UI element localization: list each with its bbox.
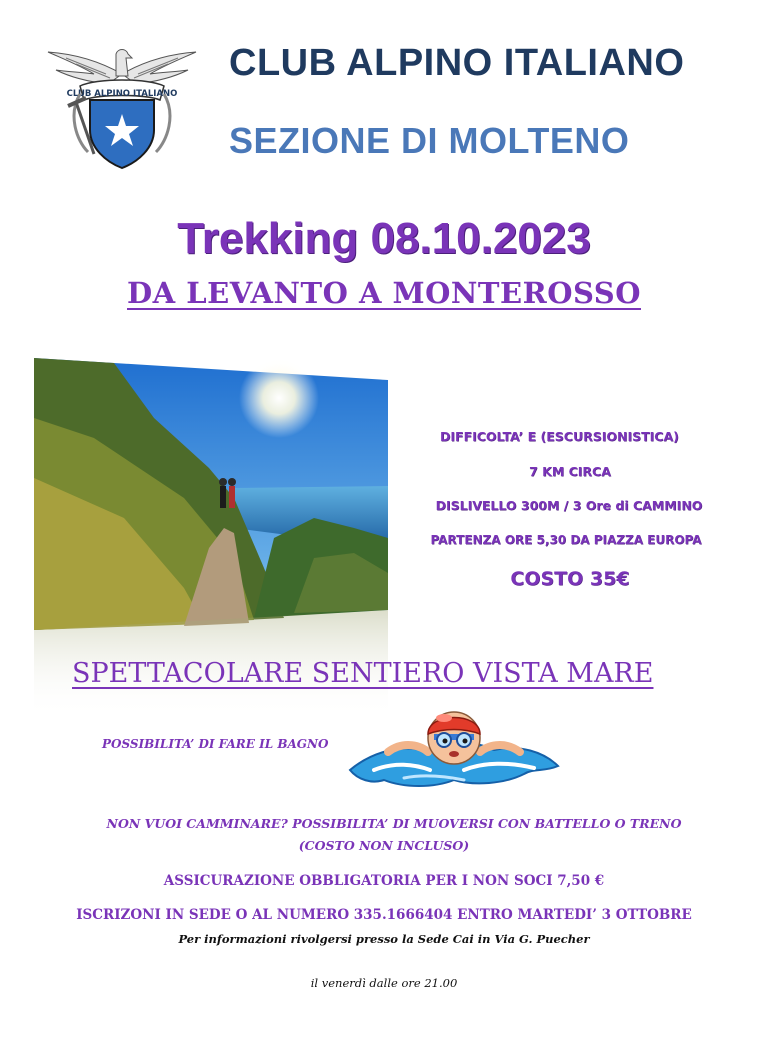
difficulty-text: DIFFICOLTA’ E (ESCURSIONISTICA) bbox=[440, 429, 679, 444]
hours-text: il venerdì dalle ore 21.00 bbox=[310, 976, 458, 990]
insurance-text: ASSICURAZIONE OBBLIGATORIA PER I NON SOCI 7,50 € bbox=[163, 873, 605, 889]
cost-text: COSTO 35€ bbox=[510, 568, 630, 590]
elevation-text: DISLIVELLO 300M / 3 Ore di CAMMINO bbox=[435, 498, 703, 513]
svg-text:CLUB ALPINO ITALIANO: CLUB ALPINO ITALIANO bbox=[66, 89, 178, 99]
section-subtitle: SEZIONE DI MOLTENO bbox=[229, 120, 630, 161]
event-date-title: Trekking 08.10.2023 bbox=[177, 214, 591, 263]
club-title: CLUB ALPINO ITALIANO bbox=[229, 42, 685, 84]
tagline: SPETTACOLARE SENTIERO VISTA MARE bbox=[72, 658, 654, 689]
transport-line-1: NON VUOI CAMMINARE? POSSIBILITA’ DI MUOVERSI CON BATTELLO O TRENO bbox=[106, 816, 682, 831]
info-text: Per informazioni rivolgersi presso la Sede Cai in Via G. Puecher bbox=[178, 932, 590, 946]
transport-line-2: (COSTO NON INCLUSO) bbox=[298, 838, 470, 853]
cai-logo bbox=[46, 44, 198, 174]
distance-text: 7 KM CIRCA bbox=[529, 464, 611, 479]
swimmer-icon bbox=[344, 700, 564, 800]
signup-text: ISCRIZONI IN SEDE O AL NUMERO 335.1666404 ENTRO MARTEDI’ 3 OTTOBRE bbox=[76, 907, 692, 923]
departure-text: PARTENZA ORE 5,30 DA PIAZZA EUROPA bbox=[430, 533, 702, 547]
event-route: DA LEVANTO A MONTEROSSO bbox=[127, 276, 641, 310]
bath-note: POSSIBILITA’ DI FARE IL BAGNO bbox=[102, 737, 329, 751]
